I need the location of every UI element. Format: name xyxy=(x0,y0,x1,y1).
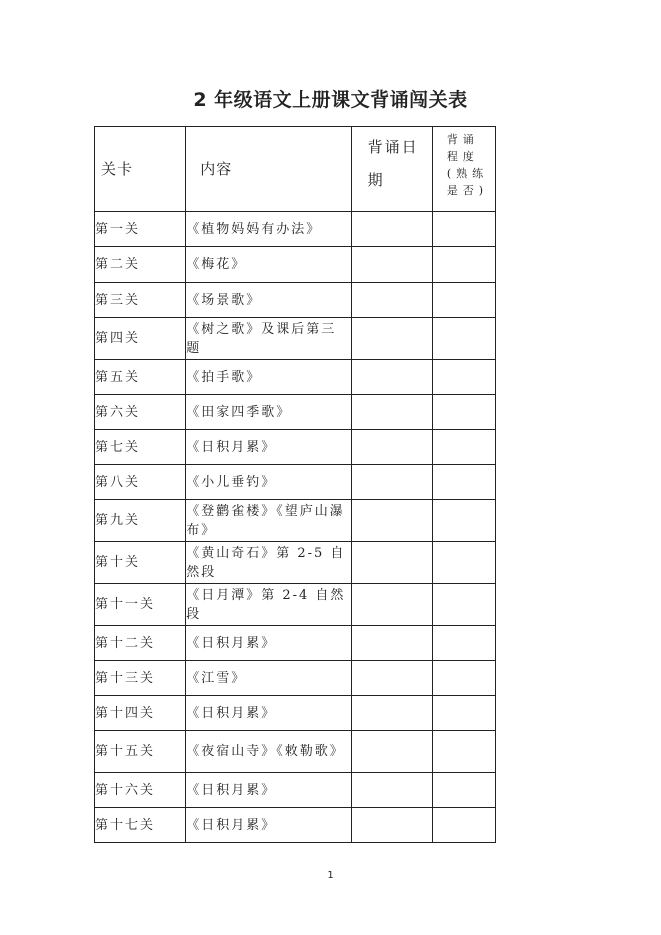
table-header-row xyxy=(95,127,496,212)
row-level: 第五关 xyxy=(95,360,186,395)
row-proficiency-cell[interactable] xyxy=(432,731,495,773)
recitation-table xyxy=(94,126,496,843)
row-level: 第十一关 xyxy=(95,584,186,626)
row-proficiency-cell[interactable] xyxy=(432,430,495,465)
row-proficiency-cell[interactable] xyxy=(432,661,495,696)
row-proficiency-cell[interactable] xyxy=(432,773,495,808)
row-proficiency-cell[interactable] xyxy=(432,465,495,500)
row-level: 第七关 xyxy=(95,430,186,465)
row-proficiency-cell[interactable] xyxy=(432,808,495,843)
row-date-cell[interactable] xyxy=(351,696,432,731)
row-proficiency-cell[interactable] xyxy=(432,584,495,626)
row-content: 《登鹳雀楼》《望庐山瀑布》 xyxy=(186,500,351,542)
row-proficiency-cell[interactable] xyxy=(432,395,495,430)
table-row xyxy=(95,360,496,395)
table-row xyxy=(95,731,496,773)
row-content: 《日积月累》 xyxy=(186,773,351,808)
row-content: 《日积月累》 xyxy=(186,430,351,465)
row-date-cell[interactable] xyxy=(351,283,432,318)
row-content: 《日积月累》 xyxy=(186,626,351,661)
table-row xyxy=(95,430,496,465)
row-level: 第六关 xyxy=(95,395,186,430)
row-content: 《黄山奇石》第 2-5 自然段 xyxy=(186,542,351,584)
row-proficiency-cell[interactable] xyxy=(432,626,495,661)
row-date-cell[interactable] xyxy=(351,395,432,430)
page-title: 2 年级语文上册课文背诵闯关表 xyxy=(193,89,468,111)
row-level: 第十关 xyxy=(95,542,186,584)
table-row xyxy=(95,584,496,626)
row-level: 第十五关 xyxy=(95,731,186,773)
table-row xyxy=(95,542,496,584)
row-level: 第九关 xyxy=(95,500,186,542)
row-proficiency-cell[interactable] xyxy=(432,247,495,283)
row-content: 《日月潭》第 2-4 自然段 xyxy=(186,584,351,626)
row-content: 《拍手歌》 xyxy=(186,360,351,395)
row-content: 《夜宿山寺》《敕勒歌》 xyxy=(186,731,351,773)
header-content: 内容 xyxy=(186,127,351,212)
page-number: 1 xyxy=(327,870,334,881)
table-row xyxy=(95,212,496,247)
row-content: 《植物妈妈有办法》 xyxy=(186,212,351,247)
row-proficiency-cell[interactable] xyxy=(432,283,495,318)
table-row xyxy=(95,696,496,731)
row-date-cell[interactable] xyxy=(351,247,432,283)
header-level: 关卡 xyxy=(95,127,186,212)
row-date-cell[interactable] xyxy=(351,808,432,843)
row-date-cell[interactable] xyxy=(351,360,432,395)
table-row xyxy=(95,247,496,283)
row-content: 《小儿垂钓》 xyxy=(186,465,351,500)
row-proficiency-cell[interactable] xyxy=(432,360,495,395)
row-date-cell[interactable] xyxy=(351,542,432,584)
row-date-cell[interactable] xyxy=(351,661,432,696)
row-proficiency-cell[interactable] xyxy=(432,500,495,542)
row-level: 第四关 xyxy=(95,318,186,360)
row-date-cell[interactable] xyxy=(351,318,432,360)
row-level: 第一关 xyxy=(95,212,186,247)
row-date-cell[interactable] xyxy=(351,626,432,661)
row-level: 第二关 xyxy=(95,247,186,283)
row-content: 《梅花》 xyxy=(186,247,351,283)
row-level: 第十六关 xyxy=(95,773,186,808)
row-content: 《场景歌》 xyxy=(186,283,351,318)
row-date-cell[interactable] xyxy=(351,731,432,773)
row-proficiency-cell[interactable] xyxy=(432,542,495,584)
table-row xyxy=(95,500,496,542)
table-row xyxy=(95,808,496,843)
row-level: 第三关 xyxy=(95,283,186,318)
table-row xyxy=(95,395,496,430)
row-proficiency-cell[interactable] xyxy=(432,318,495,360)
row-level: 第十四关 xyxy=(95,696,186,731)
header-proficiency: 背诵程度(熟练是否) xyxy=(432,127,495,212)
row-date-cell[interactable] xyxy=(351,584,432,626)
header-date: 背诵日期 xyxy=(351,127,432,212)
row-content: 《江雪》 xyxy=(186,661,351,696)
row-date-cell[interactable] xyxy=(351,465,432,500)
row-date-cell[interactable] xyxy=(351,500,432,542)
row-level: 第十七关 xyxy=(95,808,186,843)
table-row xyxy=(95,283,496,318)
row-proficiency-cell[interactable] xyxy=(432,696,495,731)
table-row xyxy=(95,465,496,500)
row-content: 《日积月累》 xyxy=(186,808,351,843)
row-level: 第十二关 xyxy=(95,626,186,661)
table-row xyxy=(95,773,496,808)
row-level: 第十三关 xyxy=(95,661,186,696)
row-content: 《树之歌》及课后第三题 xyxy=(186,318,351,360)
table-row xyxy=(95,626,496,661)
table-row xyxy=(95,661,496,696)
row-proficiency-cell[interactable] xyxy=(432,212,495,247)
row-content: 《日积月累》 xyxy=(186,696,351,731)
row-date-cell[interactable] xyxy=(351,430,432,465)
row-content: 《田家四季歌》 xyxy=(186,395,351,430)
table-row xyxy=(95,318,496,360)
row-date-cell[interactable] xyxy=(351,212,432,247)
row-date-cell[interactable] xyxy=(351,773,432,808)
row-level: 第八关 xyxy=(95,465,186,500)
